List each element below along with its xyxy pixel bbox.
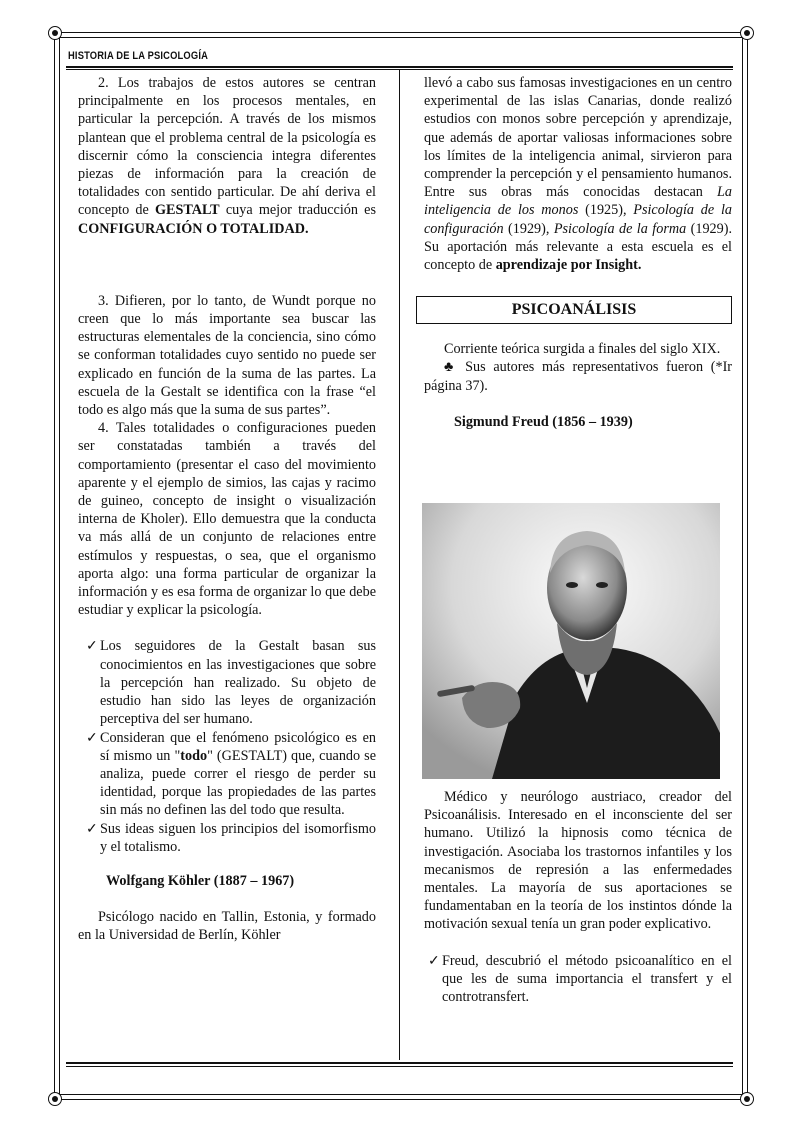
check-icon: ✓ <box>428 952 440 969</box>
freud-check-item: ✓ Freud, descubrió el método psicoanalítico en el que les de suma importancia el transfert y el controtransfert. <box>428 952 732 1006</box>
corner-ornament-bottom-right <box>740 1092 754 1106</box>
freud-portrait-photo <box>422 503 720 779</box>
psicoanalisis-intro: Corriente teórica surgida a finales del siglo XIX. <box>444 341 721 358</box>
right-column <box>424 74 732 431</box>
header-rule <box>66 66 733 68</box>
check-item-1: ✓ Los seguidores de la Gestalt basan sus conocimientos en las investigaciones que sobre la percepción han realizado. Su objeto de estudio han sido las leyes de organización perceptiva del ser humano. <box>86 638 376 728</box>
paragraph-point-2: 2. Los trabajos de estos autores se centran principalmente en los procesos mentales, en particular la percepción. A través de los mismos plantean que el problema central de la psicología es discernir cómo la consciencia integra diferentes piezas de información para la creación de totalidades con sentido particular. De ahí deriva el concepto de GESTALT cuya mejor traducción es CONFIGURACIÓN O TOTALIDAD. <box>78 75 376 237</box>
paragraph-point-4: 4. Tales totalidades o configuraciones pueden ser constatadas también a través del comportamiento (presentar el caso del movimiento aparente y el ejemplo de simios, las cajas y racimo de guineo, concepto de insight o visualización interna de Kholer). Ello demuestra que la conducta va más allá de un conjunto de relaciones entre estímulos y respuestas, o sea, que el organismo aporta algo: una forma particular de organizar la información y es esa forma de organizar lo que debe estudiar y explicar la psicología. <box>78 420 376 619</box>
footer-rule-thin <box>66 1066 733 1067</box>
paragraph-point-3: 3. Difieren, por lo tanto, de Wundt porque no creen que lo más importante sea buscar las estructuras elementales de la conciencia, sino cómo se conforman totalidades cuyo sentido no puede ser explicado en función de la suma de las partes. La escuela de la Gestalt se identifica con la frase “el todo es algo más que la suma de sus partes”. <box>78 292 376 419</box>
right-column-lower <box>424 788 732 1006</box>
corner-ornament-top-left <box>48 26 62 40</box>
column-divider <box>399 70 400 1060</box>
check-icon: ✓ <box>86 820 98 837</box>
kohler-paragraph: Psicólogo nacido en Tallin, Estonia, y formado en la Universidad de Berlín, Köhler <box>78 909 376 944</box>
section-title-psicoanalisis: PSICOANÁLISIS <box>416 296 732 324</box>
psicoanalisis-authors: ♣ Sus autores más representativos fueron (*Ir página 37). <box>424 359 733 394</box>
check-item-2: ✓ Consideran que el fenómeno psicológico es en sí mismo un "todo" (GESTALT) que, cuando se analiza, puede correr el riesgo de perder su identidad, porque las propiedades de las partes sin más no definen las del todo que resulta. <box>86 729 376 819</box>
freud-paragraph: Médico y neurólogo austriaco, creador del Psicoanálisis. Interesado en el inconsciente del ser humano. Utilizó la hipnosis como técnica de investigación. Asociaba los trastornos infantiles y los mecanismos de represión a las enfermedades mentales. La mayoría de sus aportaciones se fundamentaban en la teoría de los instintos dónde la motivación sexual tenía un gran poder explicativo. <box>424 789 732 933</box>
page-header-title: HISTORIA DE LA PSICOLOGÍA <box>68 50 209 62</box>
club-icon: ♣ <box>444 359 458 376</box>
check-item-3: ✓ Sus ideas siguen los principios del isomorfismo y el totalismo. <box>86 820 376 855</box>
corner-ornament-top-right <box>740 26 754 40</box>
freud-heading: Sigmund Freud (1856 – 1939) <box>454 413 633 430</box>
kohler-continuation: llevó a cabo sus famosas investigaciones en un centro experimental de las islas Canarias, donde realizó estudios con monos sobre percepción y aprendizaje, que además de aportar valiosas informaciones sobre los límites de la inteligencia animal, sirvieron para comprender la percepción y el pensamiento humanos. Entre sus obras más conocidas destacan La inteligencia de los monos (1925), Psicología de la configuración (1929), Psicología de la forma (1929). Su aportación más relevante a esta escuela es el concepto de aprendizaje por Insight. <box>424 75 732 274</box>
footer-rule <box>66 1062 733 1064</box>
kohler-heading: Wolfgang Köhler (1887 – 1967) <box>106 872 295 889</box>
corner-ornament-bottom-left <box>48 1092 62 1106</box>
check-icon: ✓ <box>86 729 98 746</box>
check-icon: ✓ <box>86 638 98 655</box>
left-column <box>78 74 376 945</box>
